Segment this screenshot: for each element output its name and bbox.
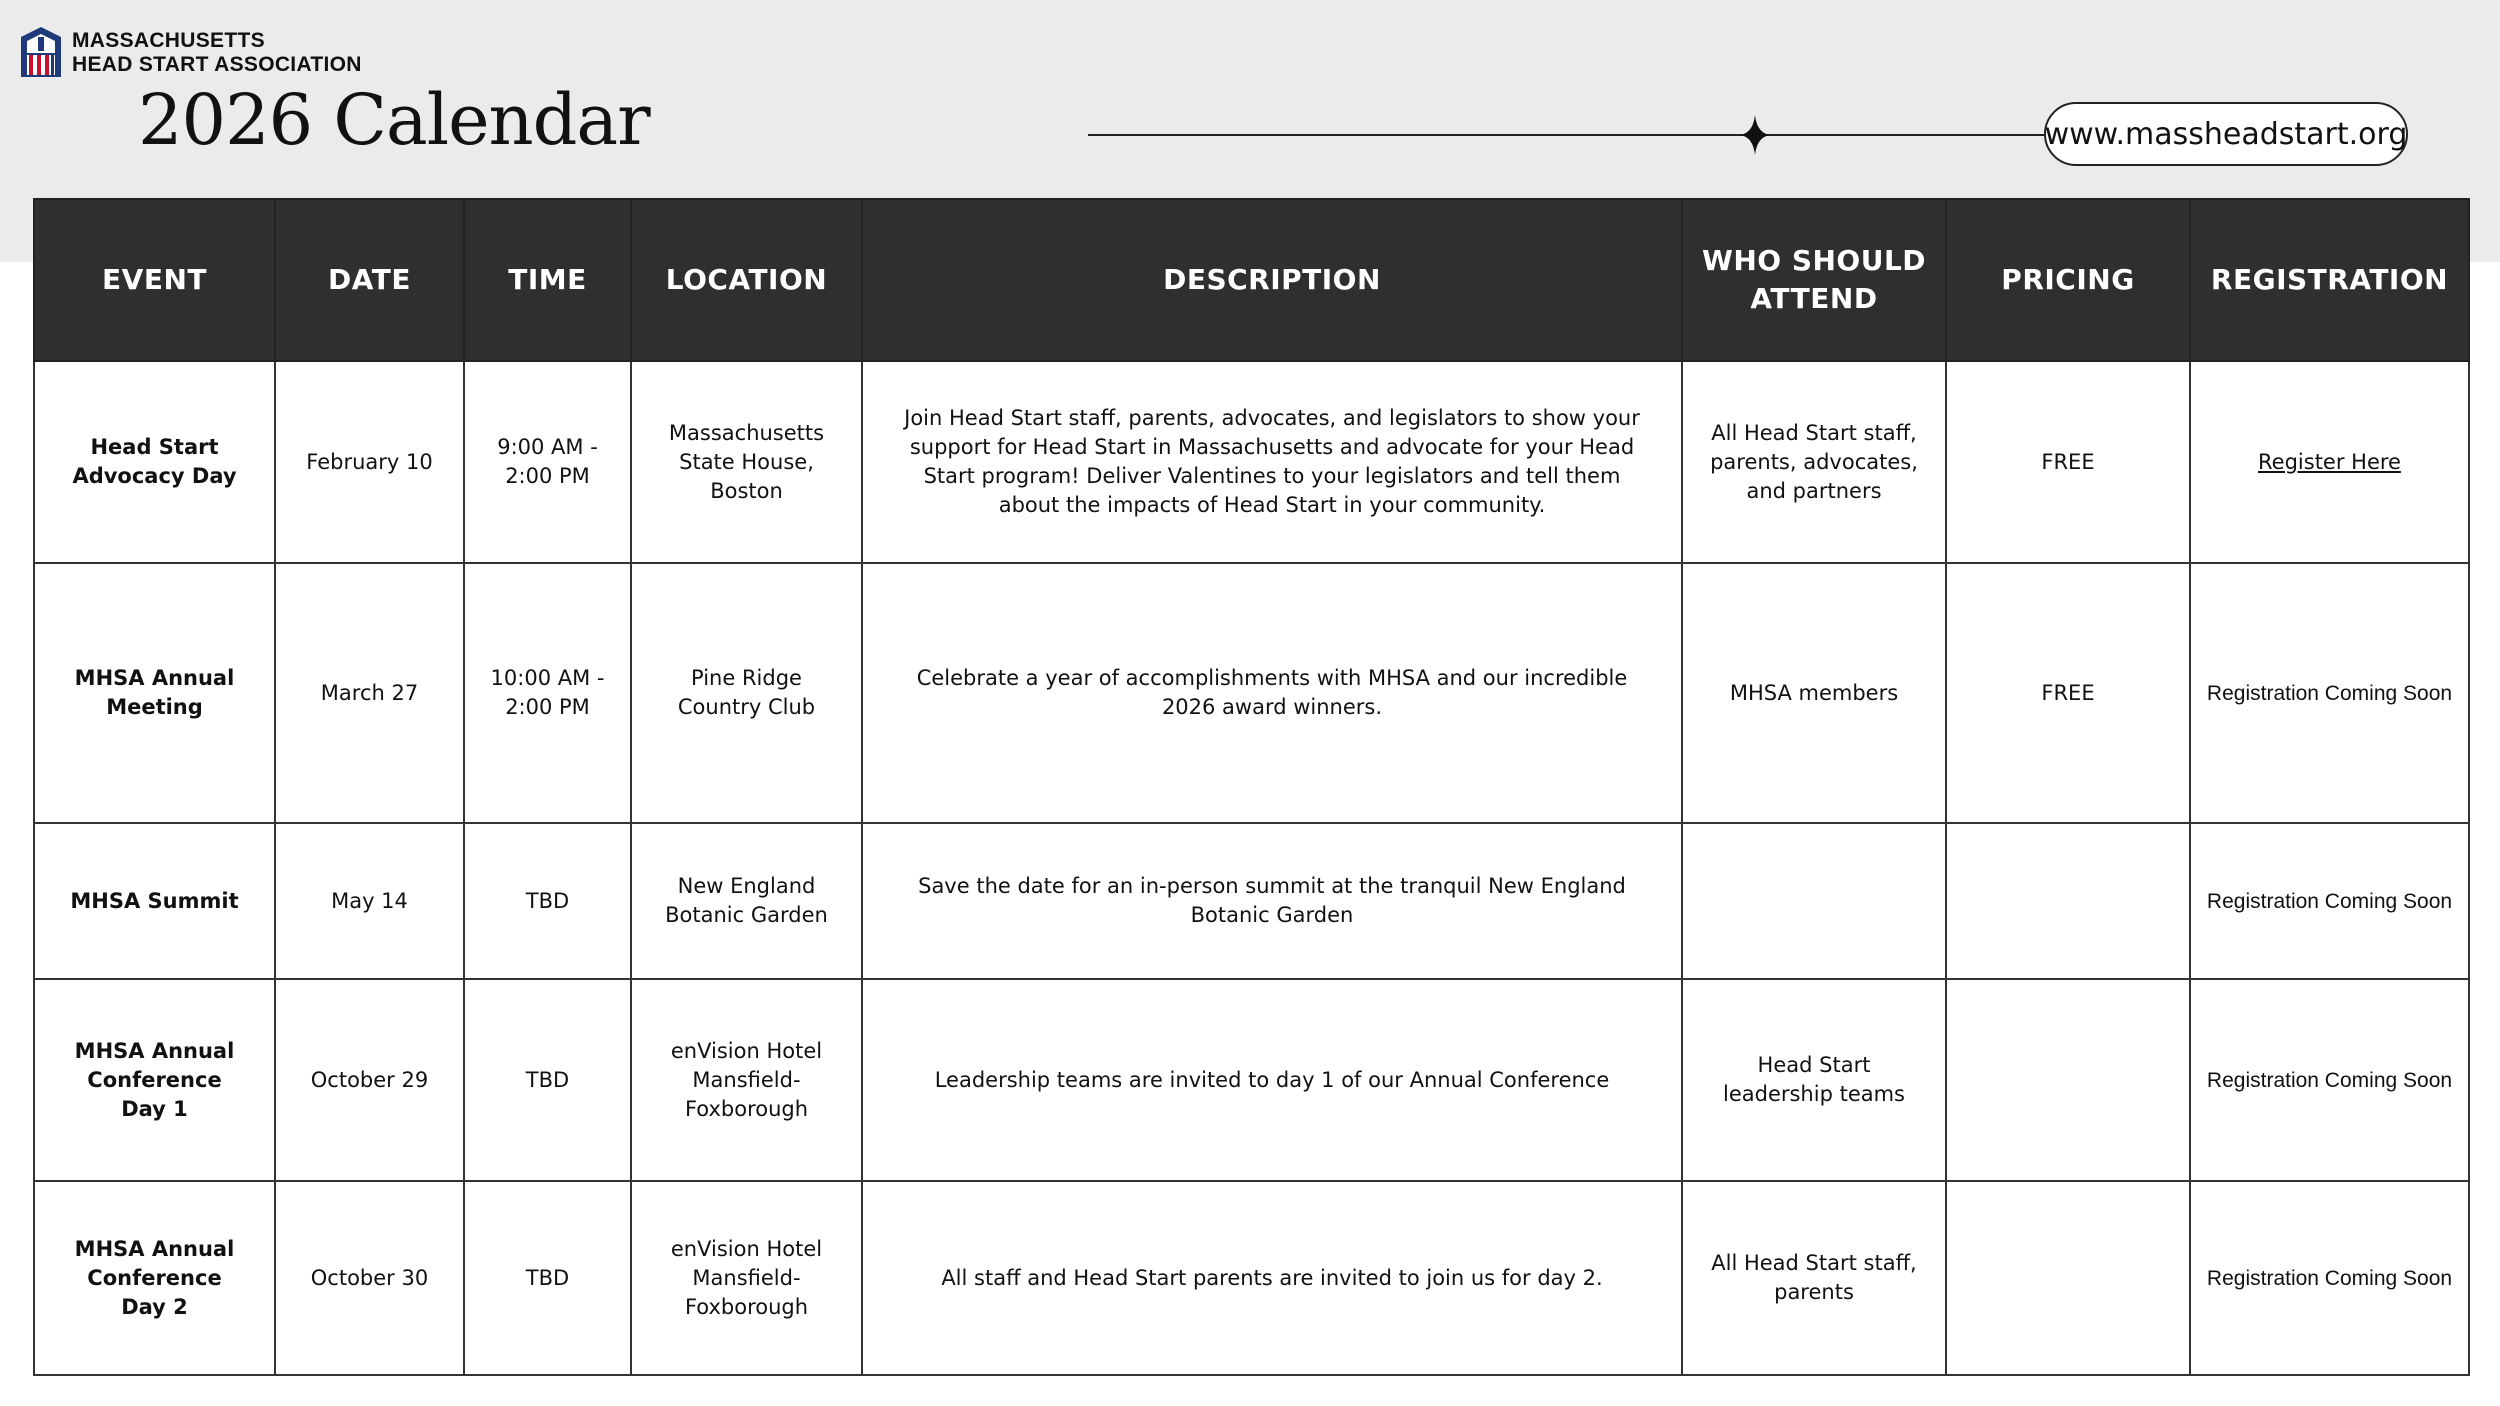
event-name: Head Start Advocacy Day <box>34 361 275 563</box>
org-name-line2: HEAD START ASSOCIATION <box>72 53 362 76</box>
column-header-event: EVENT <box>34 199 275 361</box>
event-time: 9:00 AM - 2:00 PM <box>464 361 631 563</box>
event-name: MHSA Annual Conference Day 1 <box>34 979 275 1181</box>
event-registration: Registration Coming Soon <box>2190 563 2469 823</box>
event-name: MHSA Summit <box>34 823 275 979</box>
event-pricing: FREE <box>1946 563 2190 823</box>
column-header-pricing: PRICING <box>1946 199 2190 361</box>
event-name: MHSA Annual Conference Day 2 <box>34 1181 275 1375</box>
four-point-star-icon <box>1740 115 1770 155</box>
event-description: All staff and Head Start parents are invited to join us for day 2. <box>862 1181 1682 1375</box>
event-description: Join Head Start staff, parents, advocates, and legislators to show your support for Head Start in Massachusetts and advocate for your Head Start program! Deliver Valentines to your legislators and tell them about the impacts of Head Start in your community. <box>862 361 1682 563</box>
event-date: October 30 <box>275 1181 464 1375</box>
event-time: TBD <box>464 1181 631 1375</box>
website-link[interactable]: www.massheadstart.org <box>2044 102 2408 166</box>
event-location: enVision Hotel Mansfield-Foxborough <box>631 979 862 1181</box>
column-header-time: TIME <box>464 199 631 361</box>
table-row <box>34 563 2469 823</box>
decorative-divider-line <box>1088 134 2046 136</box>
table-row <box>34 823 2469 979</box>
event-pricing: FREE <box>1946 361 2190 563</box>
register-here-link[interactable]: Register Here <box>2258 449 2401 474</box>
column-header-description: DESCRIPTION <box>862 199 1682 361</box>
page-title: 2026 Calendar <box>138 79 650 161</box>
event-pricing <box>1946 823 2190 979</box>
event-location: enVision Hotel Mansfield-Foxborough <box>631 1181 862 1375</box>
event-attendees: All Head Start staff, parents, advocates, and partners <box>1682 361 1946 563</box>
event-time: 10:00 AM - 2:00 PM <box>464 563 631 823</box>
event-description: Save the date for an in-person summit at the tranquil New England Botanic Garden <box>862 823 1682 979</box>
table-row <box>34 979 2469 1181</box>
column-header-location: LOCATION <box>631 199 862 361</box>
column-header-date: DATE <box>275 199 464 361</box>
event-pricing <box>1946 979 2190 1181</box>
event-description: Celebrate a year of accomplishments with MHSA and our incredible 2026 award winners. <box>862 563 1682 823</box>
event-name: MHSA Annual Meeting <box>34 563 275 823</box>
event-location: Massachusetts State House, Boston <box>631 361 862 563</box>
event-registration: Registration Coming Soon <box>2190 979 2469 1181</box>
event-attendees <box>1682 823 1946 979</box>
table-row <box>34 1181 2469 1375</box>
events-table <box>33 198 2470 1376</box>
column-header-who-should-attend: WHO SHOULD ATTEND <box>1682 199 1946 361</box>
table-row <box>34 361 2469 563</box>
event-location: New England Botanic Garden <box>631 823 862 979</box>
mhsa-logo-icon <box>17 23 65 79</box>
event-date: October 29 <box>275 979 464 1181</box>
event-location: Pine Ridge Country Club <box>631 563 862 823</box>
column-header-registration: REGISTRATION <box>2190 199 2469 361</box>
table-header-row <box>34 199 2469 361</box>
event-attendees: Head Start leadership teams <box>1682 979 1946 1181</box>
event-attendees: All Head Start staff, parents <box>1682 1181 1946 1375</box>
event-date: February 10 <box>275 361 464 563</box>
event-time: TBD <box>464 823 631 979</box>
event-description: Leadership teams are invited to day 1 of our Annual Conference <box>862 979 1682 1181</box>
event-attendees: MHSA members <box>1682 563 1946 823</box>
event-pricing <box>1946 1181 2190 1375</box>
event-registration: Registration Coming Soon <box>2190 823 2469 979</box>
org-name-line1: MASSACHUSETTS <box>72 29 265 52</box>
event-time: TBD <box>464 979 631 1181</box>
event-registration: Registration Coming Soon <box>2190 1181 2469 1375</box>
event-date: May 14 <box>275 823 464 979</box>
event-registration <box>2190 361 2469 563</box>
event-date: March 27 <box>275 563 464 823</box>
